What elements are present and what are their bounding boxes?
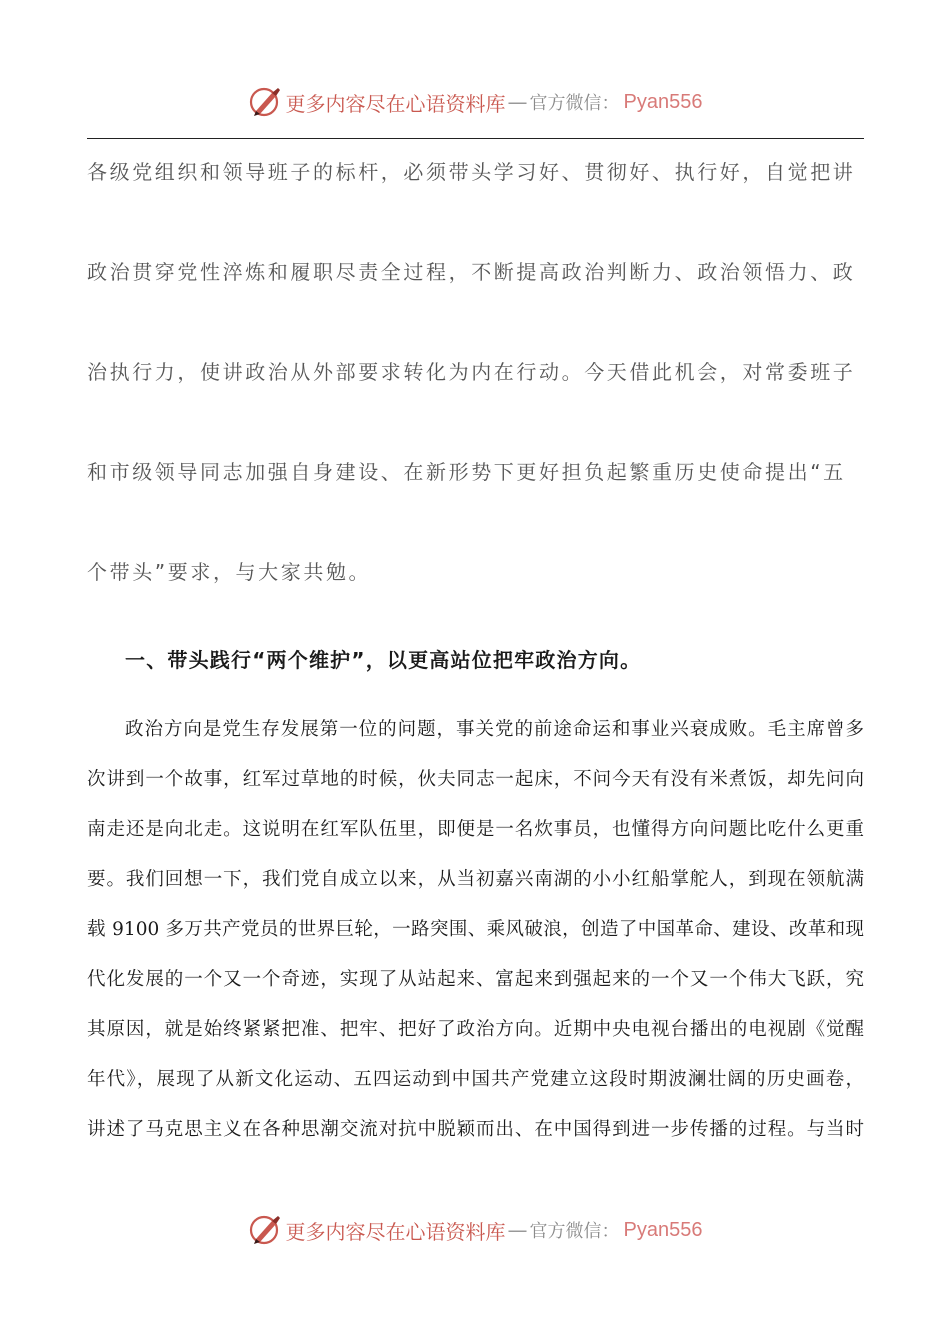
banner-wechat-id: Pyan556 [623, 90, 703, 113]
pen-logo-icon [248, 84, 284, 120]
pen-logo-icon [248, 1212, 284, 1248]
footer-wechat-id: Pyan556 [623, 1218, 703, 1241]
body-line-9: 讲述了马克思主义在各种思潮交流对抗中脱颖而出、在中国得到进一步传播的过程。与当时 [87, 1119, 864, 1140]
header-divider [87, 138, 864, 139]
body-line-5: 载 9100 多万共产党员的世界巨轮，一路突围、乘风破浪，创造了中国革命、建设、改革和现 [87, 919, 864, 940]
footer-wechat-label: 官方微信： [529, 1221, 620, 1242]
footer-dash: — [507, 1218, 528, 1242]
intro-line-5: 个带头”要求，与大家共勉。 [87, 560, 372, 584]
body-line-8: 年代》，展现了从新文化运动、五四运动到中国共产党建立这段时期波澜壮阔的历史画卷， [87, 1069, 864, 1090]
footer-banner [0, 1210, 950, 1250]
banner-brand-text: 更多内容尽在心语资料库 [285, 91, 506, 116]
banner-wechat-label: 官方微信： [529, 93, 620, 114]
body-line-7: 其原因，就是始终紧紧把准、把牢、把好了政治方向。近期中央电视台播出的电视剧《觉醒 [87, 1019, 864, 1040]
footer-brand-text: 更多内容尽在心语资料库 [285, 1219, 506, 1244]
body-line-6: 代化发展的一个又一个奇迹，实现了从站起来、富起来到强起来的一个又一个伟大飞跃，究 [87, 969, 864, 990]
body-line-4: 要。我们回想一下，我们党自成立以来，从当初嘉兴南湖的小小红船掌舵人，到现在领航满 [87, 869, 864, 890]
body-line-2: 次讲到一个故事，红军过草地的时候，伙夫同志一起床，不问今天有没有米煮饭，却先问向 [87, 769, 864, 790]
body-line-3: 南走还是向北走。这说明在红军队伍里，即便是一名炊事员，也懂得方向问题比吃什么更重 [87, 819, 864, 840]
intro-line-1: 各级党组织和领导班子的标杆，必须带头学习好、贯彻好、执行好，自觉把讲 [87, 160, 856, 184]
intro-line-4: 和市级领导同志加强自身建设、在新形势下更好担负起繁重历史使命提出“五 [87, 460, 846, 484]
banner-dash: — [507, 90, 528, 114]
intro-line-3: 治执行力，使讲政治从外部要求转化为内在行动。今天借此机会，对常委班子 [87, 360, 856, 384]
body-line-1: 政治方向是党生存发展第一位的问题，事关党的前途命运和事业兴衰成败。毛主席曾多 [125, 719, 864, 740]
section-heading: 一、带头践行“两个维护”，以更高站位把牢政治方向。 [125, 648, 642, 672]
header-banner [0, 82, 950, 122]
intro-line-2: 政治贯穿党性淬炼和履职尽责全过程，不断提高政治判断力、政治领悟力、政 [87, 260, 856, 284]
